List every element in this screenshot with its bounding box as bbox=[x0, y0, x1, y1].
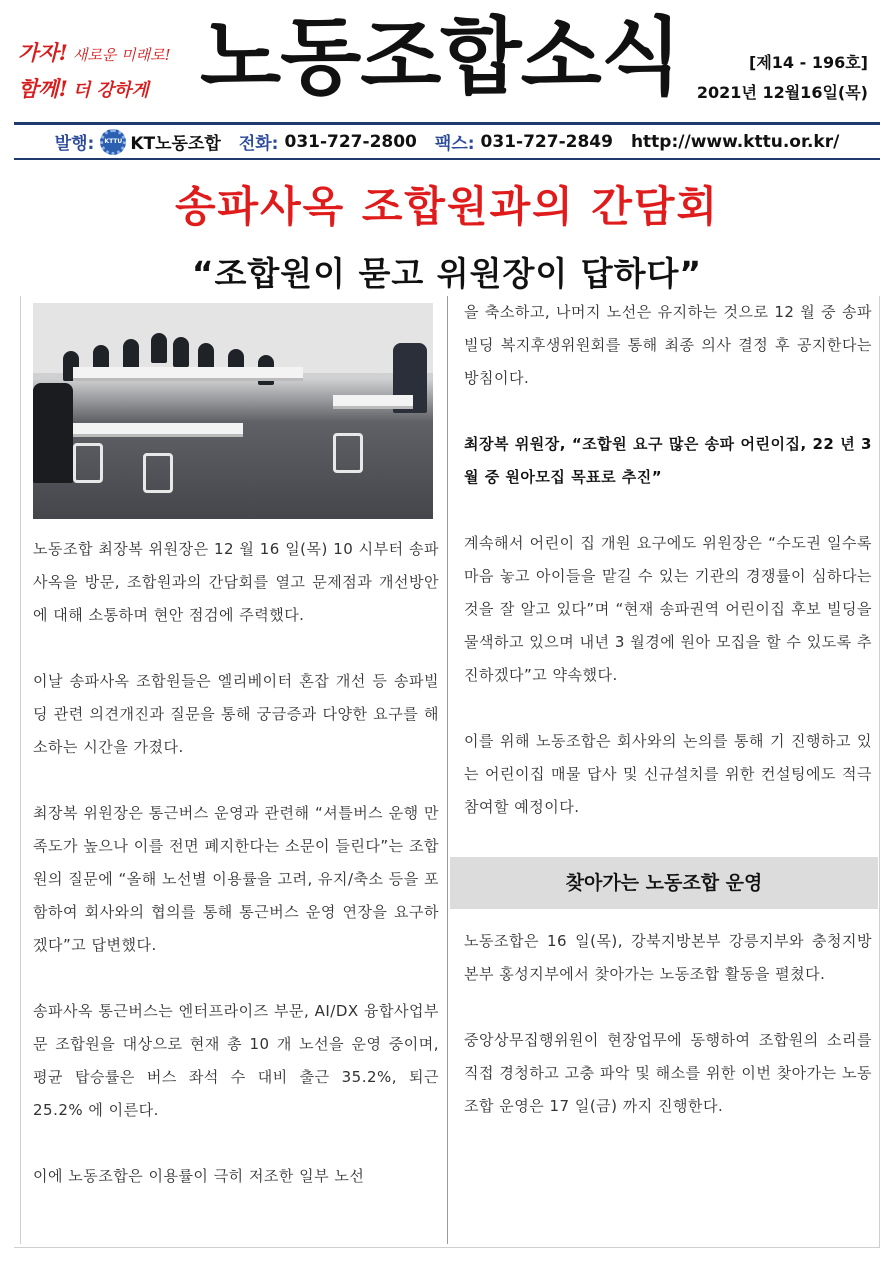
union-logo-icon: KTTU bbox=[100, 129, 126, 155]
phone-number: 031-727-2800 bbox=[284, 131, 417, 152]
article-paragraph: 이에 노동조합은 이용률이 극히 저조한 일부 노선 bbox=[33, 1167, 365, 1185]
website-link[interactable]: http://www.kttu.or.kr/ bbox=[630, 131, 840, 152]
slogan-word-1: 가자! bbox=[18, 40, 68, 65]
masthead bbox=[0, 0, 896, 120]
newsletter-title: 노동조합소식 bbox=[200, 8, 681, 106]
article-paragraph: 이날 송파사옥 조합원들은 엘리베이터 혼잡 개선 등 송파빌딩 관련 의견개진과 질문을 통해 궁금증과 다양한 요구를 해소하는 시간을 가졌다. bbox=[33, 672, 439, 756]
article-headline: 송파사옥 조합원과의 간담회 bbox=[174, 182, 720, 231]
meeting-photo bbox=[33, 303, 433, 519]
issue-date: 2021년 12월16일(목) bbox=[696, 83, 868, 102]
section-paragraph: 노동조합은 16 일(목), 강북지방본부 강릉지부와 충청지방본부 홍성지부에서 찾아가는 노동조합 활동을 펼쳤다. bbox=[464, 932, 872, 983]
article-paragraph: 계속해서 어린이 집 개원 요구에도 위원장은 “수도권 일수록 마음 놓고 아이들을 맡길 수 있는 기관의 경쟁률이 심하다는 것을 잘 알고 있다”며 “현재 송파권역 어린이집 후보 빌딩을 물색하고 있으며 내년 3 월경에 원아 모집을 할 수 있도록 추진하겠다”고 약속했다. bbox=[464, 534, 872, 684]
slogan-phrase-2: 더 강하게 bbox=[72, 80, 149, 101]
slogan-phrase-1: 새로운 미래로! bbox=[72, 46, 171, 64]
article-subheadline: “조합원이 묻고 위원장이 답하다” bbox=[191, 254, 703, 293]
publisher-name: KT노동조합 bbox=[130, 134, 221, 154]
article-bold-quote: 최장복 위원장, “조합원 요구 많은 송파 어린이집, 22 년 3 월 중 원아모집 목표로 추진” bbox=[464, 435, 872, 486]
article-paragraph: 송파사옥 통근버스는 엔터프라이즈 부문, AI/DX 융합사업부문 조합원을 대상으로 현재 총 10 개 노선을 운영 중이며, 평균 탑승률은 버스 좌석 수 대비 출근 35.2%, 퇴근 25.2% 에 이른다. bbox=[33, 1002, 439, 1119]
issue-info bbox=[697, 48, 868, 108]
article-paragraph: 최장복 위원장은 통근버스 운영과 관련해 “셔틀버스 운행 만족도가 높으나 이를 전면 폐지한다는 소문이 들린다”는 조합원의 질문에 “올해 노선별 이용률을 고려, 유지/축소 등을 포함하여 회사와의 협의를 통해 통근버스 운영 연장을 요구하겠다”고 답변했다. bbox=[33, 804, 440, 954]
fax-label: 팩스: bbox=[434, 134, 475, 154]
right-column bbox=[450, 296, 878, 1244]
slogan-word-2: 함께! bbox=[18, 76, 68, 101]
phone-label: 전화: bbox=[238, 134, 279, 154]
issue-number: [제14 - 196호] bbox=[749, 53, 868, 72]
article-paragraph: 이를 위해 노동조합은 회사와의 논의를 통해 기 진행하고 있는 어린이집 매물 답사 및 신규설치를 위한 컨설팅에도 적극 참여할 예정이다. bbox=[464, 732, 872, 816]
article-header bbox=[14, 164, 880, 294]
publisher-label: 발행: bbox=[54, 134, 95, 154]
fax-number: 031-727-2849 bbox=[480, 131, 613, 152]
slogan bbox=[18, 36, 193, 108]
article-paragraph: 노동조합 최장복 위원장은 12 월 16 일(목) 10 시부터 송파사옥을 방문, 조합원과의 간담회를 열고 문제점과 개선방안에 대해 소통하며 현안 점검에 주력했다. bbox=[33, 540, 439, 624]
article-paragraph: 을 축소하고, 나머지 노선은 유지하는 것으로 12 월 중 송파빌딩 복지후생위원회를 통해 최종 의사 결정 후 공지한다는 방침이다. bbox=[464, 303, 872, 387]
left-column bbox=[20, 296, 448, 1244]
section-paragraph: 중앙상무집행위원이 현장업무에 동행하여 조합원의 소리를 직접 경청하고 고충 파악 및 해소를 위한 이번 찾아가는 노동조합 운영은 17 일(금) 까지 진행한다. bbox=[464, 1031, 872, 1115]
publisher-bar bbox=[14, 122, 880, 160]
section-title: 찾아가는 노동조합 운영 bbox=[450, 857, 878, 909]
